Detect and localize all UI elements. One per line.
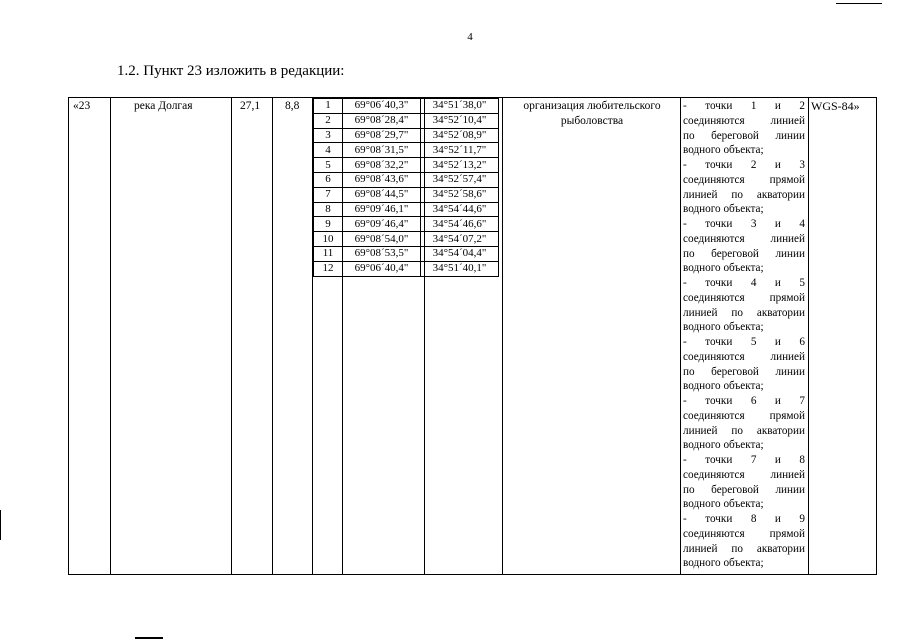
note-line: - точки 5 и 6 [683,336,805,348]
point-number: 10 [314,232,343,247]
longitude: 34°52´10,4" [421,113,499,128]
note-line: водного объекта; [683,498,764,511]
note-line: - точки 7 и 8 [683,454,805,466]
note-line: соединяются прямой [683,527,805,540]
point-number: 1 [314,99,343,114]
point-number: 2 [314,113,343,128]
note-line: водного объекта; [683,262,764,275]
longitude: 34°52´57,4" [421,172,499,187]
latitude: 69°09´46,1" [343,202,421,217]
note-line: - точки 4 и 5 [683,277,805,289]
intro-heading: 1.2. Пункт 23 изложить в редакции: [117,63,345,79]
point-number: 5 [314,158,343,173]
column-divider [680,97,681,575]
longitude: 34°52´08,9" [421,128,499,143]
coordinate-system: WGS-84» [811,99,860,113]
coordinate-row [314,217,499,232]
latitude: 69°08´29,7" [343,128,421,143]
latitude: 69°08´53,5" [343,246,421,261]
point-number: 9 [314,217,343,232]
longitude: 34°52´58,6" [421,187,499,202]
note-line: соединяются линией [683,350,805,363]
longitude: 34°51´38,0" [421,99,499,114]
note-line: водного объекта; [683,380,764,393]
latitude: 69°09´46,4" [343,217,421,232]
note-line: водного объекта; [683,557,764,570]
column-divider [502,97,503,575]
point-number: 8 [314,202,343,217]
note-line: по береговой линии [683,247,805,260]
note-line: по береговой линии [683,129,805,142]
longitude: 34°54´04,4" [421,246,499,261]
point-number: 4 [314,143,343,158]
latitude: 69°08´44,5" [343,187,421,202]
note-line: соединяются прямой [683,291,805,304]
page-number: 4 [467,31,473,43]
coordinate-row [314,232,499,247]
longitude: 34°52´11,7" [421,143,499,158]
coordinate-row [314,246,499,261]
coordinate-row [314,113,499,128]
note-line: водного объекта; [683,439,764,452]
note-line: - точки 1 и 2 [683,100,805,112]
point-number: 6 [314,172,343,187]
note-line: водного объекта; [683,203,764,216]
longitude: 34°54´46,6" [421,217,499,232]
latitude: 69°08´54,0" [343,232,421,247]
scan-mark [135,637,163,639]
coordinate-row [314,261,499,276]
note-line: - точки 3 и 4 [683,218,805,230]
longitude: 34°51´40,1" [421,261,499,276]
note-line: - точки 2 и 3 [683,159,805,171]
column-divider [110,97,111,575]
note-line: - точки 8 и 9 [683,513,805,525]
column-divider [231,97,232,575]
note-line: соединяются линией [683,232,805,245]
longitude: 34°52´13,2" [421,158,499,173]
note-line: соединяются линией [683,468,805,481]
coordinate-row [314,187,499,202]
longitude: 34°54´44,6" [421,202,499,217]
river-name: река Долгая [134,100,193,112]
longitude: 34°54´07,2" [421,232,499,247]
coordinate-row [314,99,499,114]
latitude: 69°08´28,4" [343,113,421,128]
note-line: по береговой линии [683,365,805,378]
note-line: по береговой линии [683,483,805,496]
note-line: линией по акватории [683,306,805,319]
coordinate-row [314,202,499,217]
coordinate-row [314,128,499,143]
note-line: водного объекта; [683,144,764,157]
point-number: 12 [314,261,343,276]
note-line: соединяются прямой [683,173,805,186]
point-number: 11 [314,246,343,261]
column-divider [272,97,273,575]
coordinate-row [314,158,499,173]
note-line: водного объекта; [683,321,764,334]
row-index: «23 [73,100,91,112]
point-number: 7 [314,187,343,202]
coordinate-row [314,143,499,158]
note-line: соединяются линией [683,114,805,127]
boundary-notes [683,99,805,571]
point-number: 3 [314,128,343,143]
scan-mark [836,3,882,4]
scan-mark [0,510,1,540]
coordinates-table [313,98,499,277]
coordinate-row [314,172,499,187]
note-line: - точки 6 и 7 [683,395,805,407]
latitude: 69°08´43,6" [343,172,421,187]
value-b: 8,8 [285,100,300,112]
purpose: организация любительского рыболовства [523,100,661,127]
latitude: 69°08´31,5" [343,143,421,158]
note-line: линией по акватории [683,542,805,555]
latitude: 69°06´40,4" [343,261,421,276]
note-line: линией по акватории [683,188,805,201]
note-line: линией по акватории [683,424,805,437]
latitude: 69°08´32,2" [343,158,421,173]
note-line: соединяются прямой [683,409,805,422]
latitude: 69°06´40,3" [343,99,421,114]
value-a: 27,1 [240,100,261,112]
column-divider [808,97,809,575]
